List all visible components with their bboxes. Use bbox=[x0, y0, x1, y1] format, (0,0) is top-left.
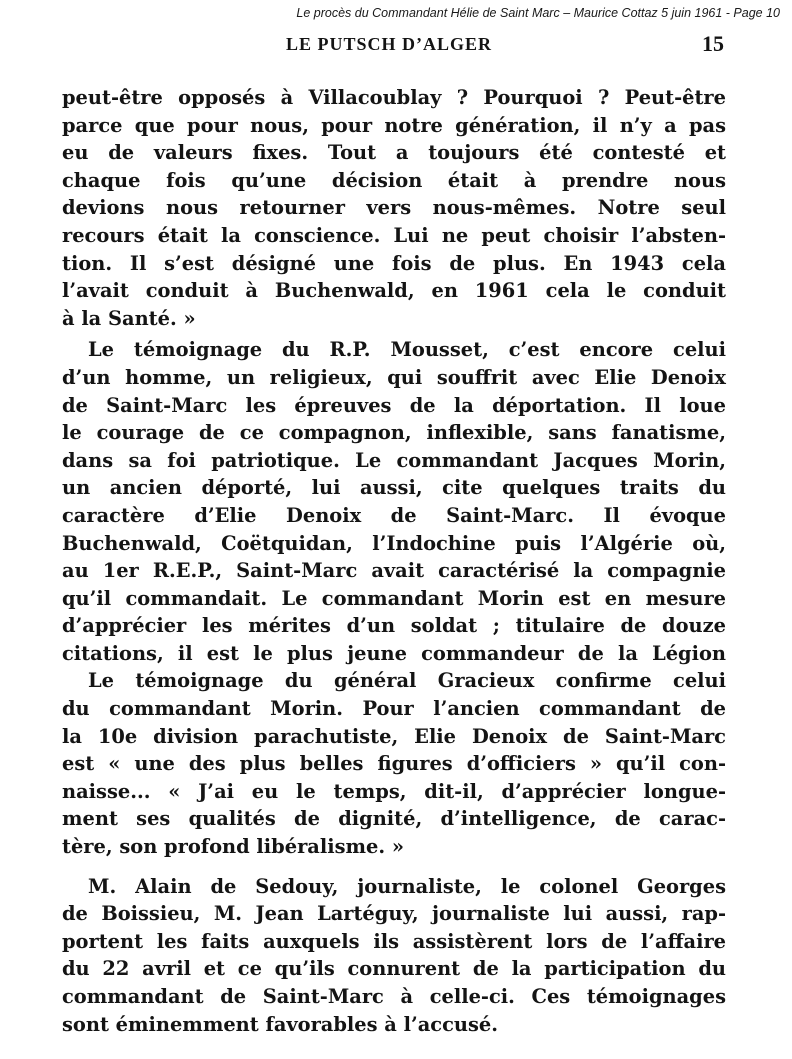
text-line: d’un homme, un religieux, qui souffrit avec Elie Denoix bbox=[62, 365, 726, 389]
text-line: est « une des plus belles figures d’officiers » qu’il con- bbox=[62, 752, 726, 776]
body-text bbox=[62, 84, 726, 1038]
text-line: au 1er R.E.P., Saint-Marc avait caractérisé la compagnie bbox=[62, 559, 726, 583]
text-line: parce que pour nous, pour notre génération, il n’y a pas bbox=[62, 113, 726, 137]
paragraph-2 bbox=[62, 336, 726, 667]
paragraph-3 bbox=[62, 667, 726, 860]
paragraph-1 bbox=[62, 84, 726, 332]
text-line: dans sa foi patriotique. Le commandant Jacques Morin, bbox=[62, 448, 726, 472]
text-line: ment ses qualités de dignité, d’intelligence, de carac- bbox=[62, 807, 726, 831]
text-line: d’apprécier les mérites d’un soldat ; titulaire de douze bbox=[62, 614, 726, 638]
page-number: 15 bbox=[702, 31, 724, 56]
text-line: tion. Il s’est désigné une fois de plus. En 1943 cela bbox=[62, 251, 726, 275]
text-line: à la Santé. » bbox=[62, 306, 196, 330]
text-line: peut-être opposés à Villacoublay ? Pourquoi ? Peut-être bbox=[62, 86, 726, 109]
text-line: naisse... « J’ai eu le temps, dit-il, d’apprécier longue- bbox=[62, 779, 726, 803]
text-line: sont éminemment favorables à l’accusé. bbox=[62, 1012, 499, 1036]
text-line: portent les faits auxquels ils assistèrent lors de l’affaire bbox=[62, 929, 726, 953]
text-line: de Boissieu, M. Jean Lartéguy, journaliste lui aussi, rap- bbox=[62, 902, 726, 926]
running-title: LE PUTSCH D’ALGER bbox=[286, 34, 493, 54]
text-line: Buchenwald, Coëtquidan, l’Indochine puis l’Algérie où, bbox=[62, 531, 726, 555]
text-line: du 22 avril et ce qu’ils connurent de la participation du bbox=[62, 957, 726, 981]
text-line: M. Alain de Sedouy, journaliste, le colonel Georges bbox=[88, 874, 726, 898]
text-line: recours était la conscience. Lui ne peut choisir l’absten- bbox=[62, 223, 726, 247]
text-line: un ancien déporté, lui aussi, cite quelques traits du bbox=[62, 476, 726, 500]
document-caption: Le procès du Commandant Hélie de Saint Marc – Maurice Cottaz 5 juin 1961 - Page 10 bbox=[296, 6, 780, 20]
text-line: eu de valeurs fixes. Tout a toujours été contesté et bbox=[62, 141, 726, 165]
text-line: Le témoignage du général Gracieux confirme celui bbox=[88, 669, 726, 693]
paragraph-4 bbox=[62, 873, 726, 1039]
text-line: l’avait conduit à Buchenwald, en 1961 cela le conduit bbox=[62, 279, 726, 303]
text-line: devions nous retourner vers nous-mêmes. Notre seul bbox=[62, 196, 726, 220]
text-line: citations, il est le plus jeune commandeur de la Légion bbox=[62, 641, 726, 665]
text-line: chaque fois qu’une décision était à prendre nous bbox=[62, 168, 726, 192]
text-line: de Saint-Marc les épreuves de la déportation. Il loue bbox=[62, 393, 726, 417]
text-line: tère, son profond libéralisme. » bbox=[62, 835, 404, 859]
text-line: la 10e division parachutiste, Elie Denoix de Saint-Marc bbox=[62, 724, 726, 748]
text-line: le courage de ce compagnon, inflexible, sans fanatisme, bbox=[62, 421, 726, 445]
text-line: du commandant Morin. Pour l’ancien commandant de bbox=[62, 697, 726, 721]
text-line: qu’il commandait. Le commandant Morin est en mesure bbox=[62, 586, 726, 610]
text-line: commandant de Saint-Marc à celle-ci. Ces témoignages bbox=[62, 985, 726, 1008]
text-line: Le témoignage du R.P. Mousset, c’est encore celui bbox=[88, 338, 726, 362]
text-line: caractère d’Elie Denoix de Saint-Marc. Il évoque bbox=[62, 503, 726, 527]
